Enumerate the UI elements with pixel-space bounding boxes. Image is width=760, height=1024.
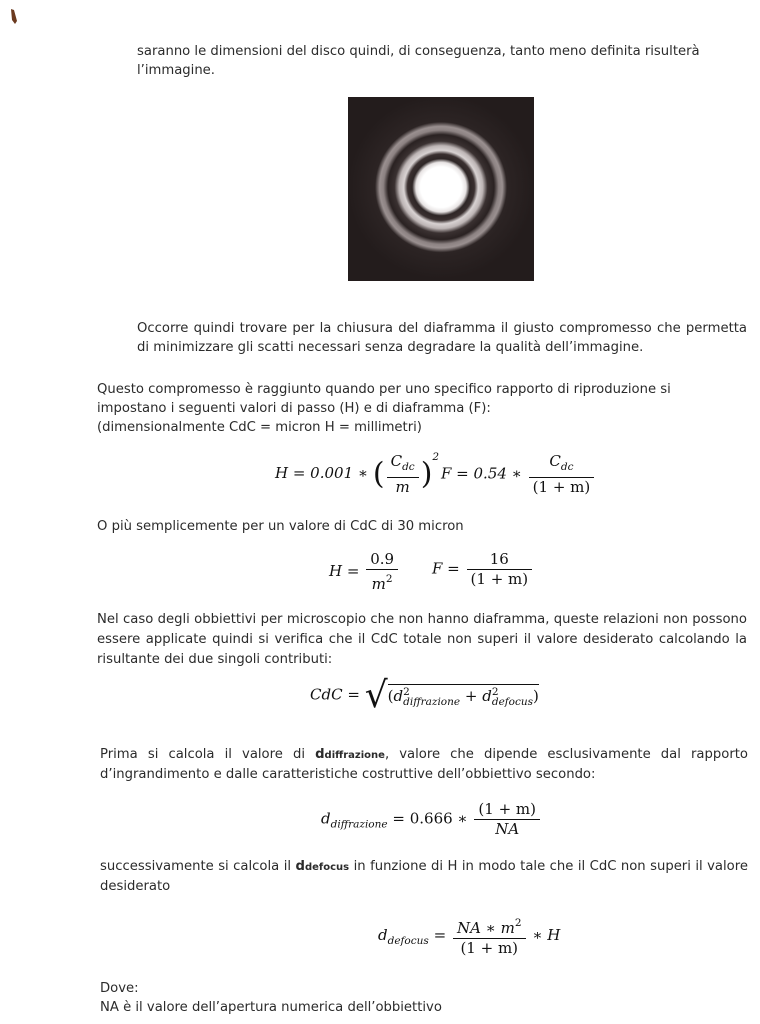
equation-h2-num: 0.9 [370,550,395,568]
equation-h-simplified [329,550,400,594]
paragraph-settings-line1: Questo compromesso è raggiunto quando per uno specifico rapporto di riproduzione si [97,382,671,397]
scan-mark [8,8,22,26]
equation-diffraction-den: NA [474,819,540,839]
paragraph-defocus-after: in funzione di H in modo tale che il CdC non superi il valore desiderato [100,859,748,894]
paragraph-simplified: O più semplicemente per un valore di CdC di 30 micron [97,519,464,534]
paragraph-defocus-before: successivamente si calcola il [100,859,292,874]
equation-f-den: (1 + m) [529,477,595,497]
equation-cdc-close: ) [533,687,539,705]
equation-cdc-plus: + [464,687,478,705]
equation-defocus-sub: defocus [387,935,429,947]
paragraph-diffraction-after: , valore che dipende esclusivamente dal rapporto d’ingrandimento e dalle caratteristiche costruttive dell’obbiettivo secondo: [100,747,748,782]
paragraph-diffraction-bold-d: d [315,747,325,762]
paragraph-compromise: Occorre quindi trovare per la chiusura del diaframma il giusto compromesso che permetta di minimizzare gli scatti necessari senza degradare la qualità dell’immagine. [137,321,747,355]
equation-cdc-d2-sup: 2 [491,686,499,698]
paragraph-diffraction-bold-sub: diffrazione [324,750,385,761]
equation-cdc-lhs: CdC = [310,685,360,704]
equation-diffraction [321,800,542,839]
equation-h-num-sub: dc [402,460,415,473]
equation-cdc-open: ( [387,687,394,705]
equation-f2-lhs: F = [432,559,460,578]
equation-f-num: C [549,452,561,470]
equation-defocus-d: d [378,926,388,944]
paragraph-where [100,979,442,1017]
equation-defocus-eq: = [433,926,447,944]
equation-cdc-d1-sub: diffrazione [403,696,461,708]
paragraph-diffraction-before: Prima si calcola il valore di [100,747,305,762]
paragraph-intro-line1: saranno le dimensioni del disco quindi, di conseguenza, tanto meno definita risulterà [137,44,700,59]
paragraph-where-line2: NA è il valore dell’apertura numerica dell’obbiettivo [100,1000,442,1015]
equation-cdc: CdC = √(d 2 diffrazione + d 2 defocus ) [310,675,539,716]
equation-f-simplified [432,550,534,589]
paragraph-intro-line2: l’immagine. [137,63,215,78]
equation-cdc-d1: d [393,687,404,705]
equation-f2-den: (1 + m) [467,569,533,589]
paragraph-intro [137,42,745,80]
paragraph-defocus-bold-sub: defocus [304,862,350,873]
equation-cdc-d1-sup: 2 [403,686,410,698]
equation-f2-num: 16 [489,550,509,568]
equation-defocus-tail: ∗ H [532,926,561,944]
paragraph-defocus [100,857,748,896]
equation-defocus-den: (1 + m) [453,938,526,958]
equation-h2-lhs: H = [329,562,360,580]
equation-h-exp: 2 [432,451,440,463]
paragraph-settings [97,380,747,437]
equation-cdc-d2-sub: defocus [491,696,534,708]
equation-diffraction-eq: = 0.666 ∗ [392,809,468,828]
airy-disk-image [348,97,534,281]
equation-diffraction-sub: diffrazione [330,818,388,831]
paragraph-where-line1: Dove: [100,981,139,996]
paragraph-settings-line2: impostano i seguenti valori di passo (H) e di diaframma (F): [97,401,491,416]
equation-defocus [378,914,560,958]
equation-h2-den-sup: 2 [385,573,393,585]
equation-diffraction-d: d [321,809,331,828]
equation-f-lhs: F = 0.54 ∗ [441,464,522,483]
paragraph-diffraction [100,745,748,784]
paragraph-defocus-bold-d: d [295,859,305,874]
equation-diffraction-num: (1 + m) [478,800,536,818]
paragraph-settings-line3: (dimensionalmente CdC = micron H = millimetri) [97,420,422,435]
equation-h-den: m [387,477,419,497]
equation-h-general: H = 0.001 ∗ ( $\frac{C_{dc}}{m}$ )$^2$ [275,451,440,496]
equation-defocus-num-sup: 2 [514,917,522,929]
equation-h2-den: m [371,575,386,593]
equation-h-num: C [390,451,403,470]
paragraph-microscope: Nel caso degli obbiettivi per microscopio che non hanno diaframma, queste relazioni non possono essere applicate quindi si verifica che il CdC totale non superi il valore desiderato calcolando la risultante dei due singoli contributi: [97,612,747,667]
equation-h-lhs: H = 0.001 ∗ [275,464,369,482]
equation-cdc-d2: d [482,687,492,705]
equation-f-general [441,452,596,497]
equation-f-num-sub: dc [560,461,574,473]
equation-defocus-num: NA ∗ m [456,919,515,937]
